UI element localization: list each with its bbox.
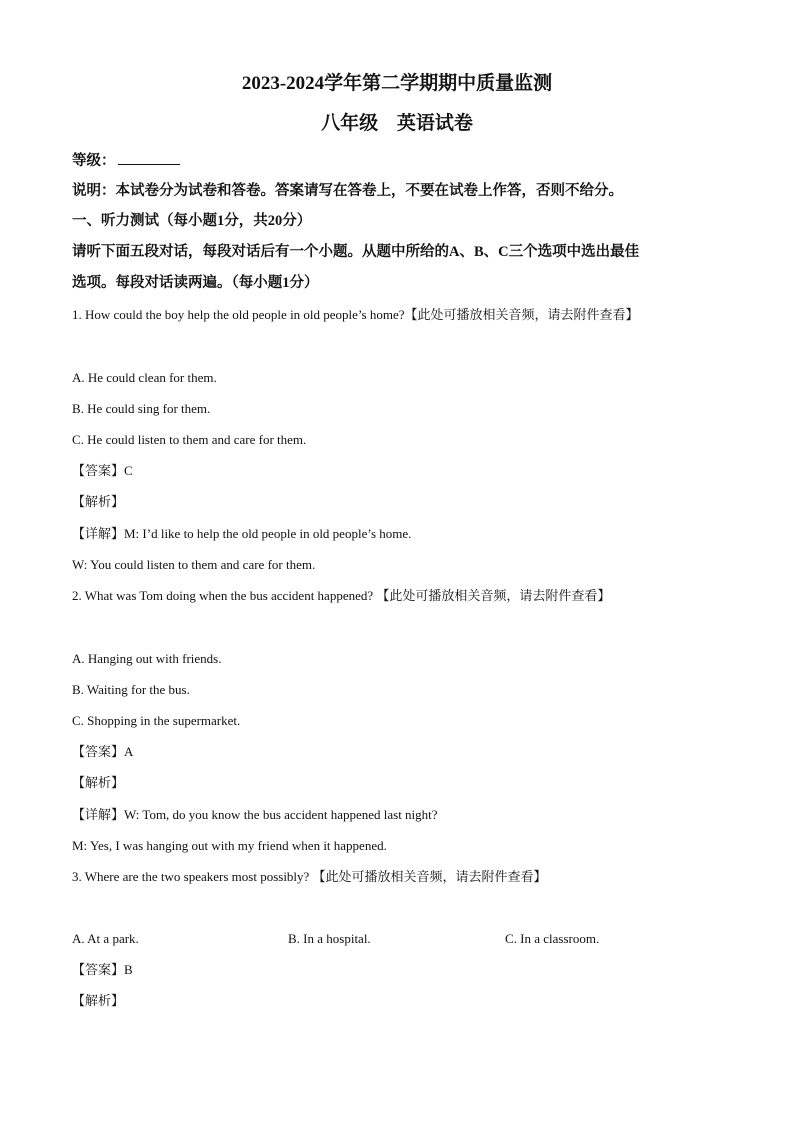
question-1-answer: 【答案】C bbox=[72, 463, 133, 478]
grade-label: 等级： bbox=[72, 153, 116, 169]
section-title: 一、听力测试（每小题1分，共20分） bbox=[72, 213, 312, 229]
grade-field bbox=[72, 150, 180, 170]
question-2-detail-1: 【详解】W: Tom, do you know the bus accident happened last night? bbox=[72, 807, 438, 822]
question-1-option-b: B. He could sing for them. bbox=[72, 401, 211, 416]
directions-line-1: 请听下面五段对话，每段对话后有一个小题。从题中所给的A、B、C三个选项中选出最佳 bbox=[72, 244, 640, 260]
instructions: 说明：本试卷分为试卷和答卷。答案请写在答卷上，不要在试卷上作答，否则不给分。 bbox=[72, 183, 623, 199]
grade-blank[interactable] bbox=[118, 150, 180, 165]
question-1-option-a: A. He could clean for them. bbox=[72, 370, 217, 385]
page-subtitle: 八年级 英语试卷 bbox=[321, 113, 473, 134]
question-2-detail-2: M: Yes, I was hanging out with my friend when it happened. bbox=[72, 838, 387, 853]
page-title: 2023-2024学年第二学期期中质量监测 bbox=[241, 73, 553, 94]
question-1-detail-2: W: You could listen to them and care for them. bbox=[72, 557, 316, 572]
question-2-analysis: 【解析】 bbox=[72, 775, 125, 790]
directions-line-2: 选项。每段对话读两遍。（每小题1分） bbox=[72, 275, 319, 291]
question-3-option-b: B. In a hospital. bbox=[288, 931, 371, 946]
question-2-answer: 【答案】A bbox=[72, 744, 134, 759]
question-3-option-c: C. In a classroom. bbox=[505, 931, 600, 946]
question-2-stem: 2. What was Tom doing when the bus accident happened? 【此处可播放相关音频，请去附件查看】 bbox=[72, 588, 611, 603]
question-2-option-a: A. Hanging out with friends. bbox=[72, 651, 222, 666]
question-1-option-c: C. He could listen to them and care for them. bbox=[72, 432, 307, 447]
question-3-stem: 3. Where are the two speakers most possibly? 【此处可播放相关音频，请去附件查看】 bbox=[72, 869, 547, 884]
question-2-option-c: C. Shopping in the supermarket. bbox=[72, 713, 241, 728]
question-1-detail-1: 【详解】M: I’d like to help the old people in old people’s home. bbox=[72, 526, 412, 541]
question-1-stem: 1. How could the boy help the old people in old people’s home?【此处可播放相关音频，请去附件查看】 bbox=[72, 307, 639, 322]
question-3-analysis: 【解析】 bbox=[72, 993, 125, 1008]
question-3-option-a: A. At a park. bbox=[72, 931, 139, 946]
question-1-analysis: 【解析】 bbox=[72, 494, 125, 509]
question-2-option-b: B. Waiting for the bus. bbox=[72, 682, 190, 697]
question-3-answer: 【答案】B bbox=[72, 962, 133, 977]
